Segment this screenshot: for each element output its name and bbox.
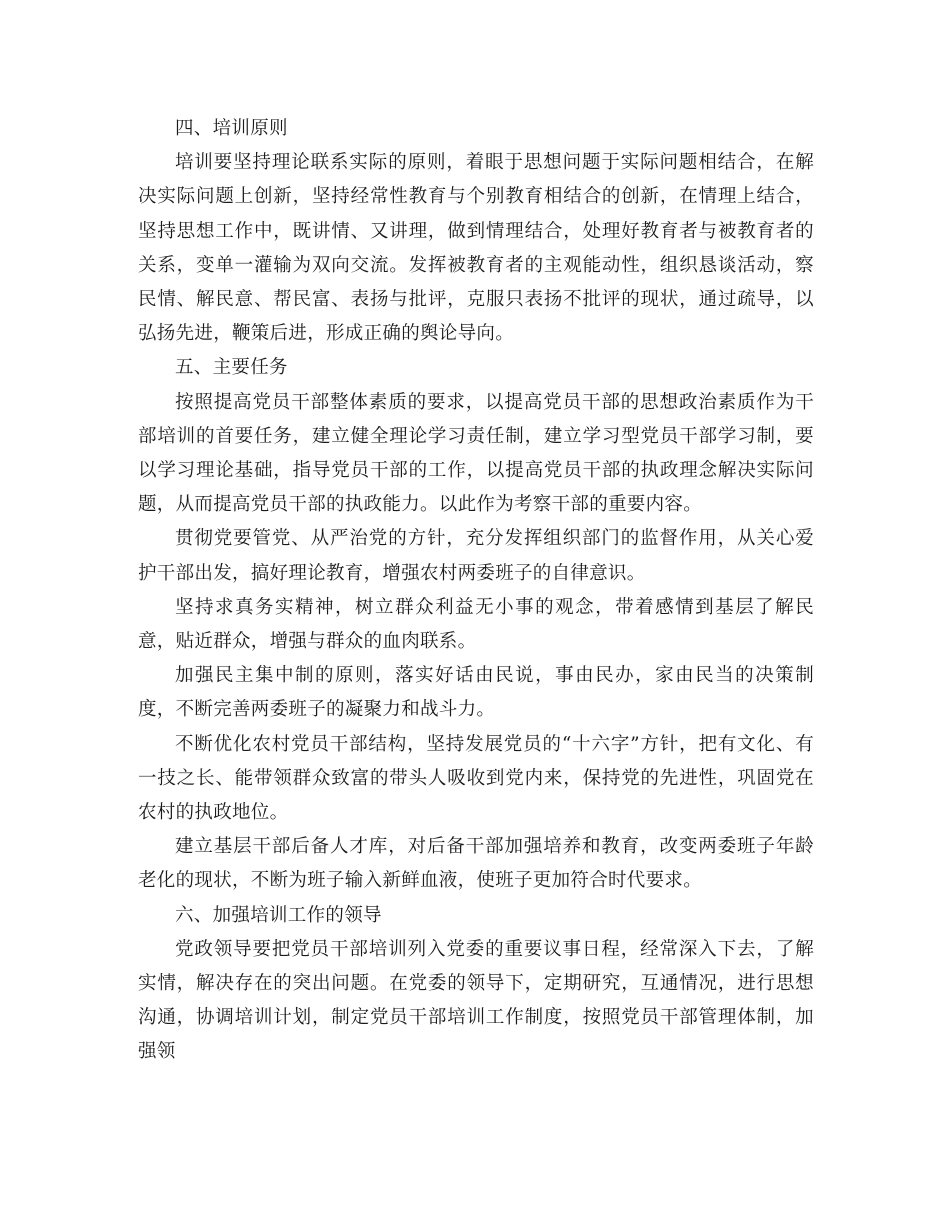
section-heading-training-principles: 四、培训原则 <box>175 118 288 139</box>
document-page <box>138 112 814 1070</box>
paragraph-main-tasks-5: 不断优化农村党员干部结构，坚持发展党员的“十六字”方针，把有文化、有一技之长、能带领群众致富的带头人吸收到党内来，保持党的先进性，巩固党在农村的执政地位。 <box>138 733 814 824</box>
paragraph-main-tasks-6: 建立基层干部后备人才库，对后备干部加强培养和教育，改变两委班子年龄老化的现状，不断为班子输入新鲜血液，使班子更加符合时代要求。 <box>138 836 814 892</box>
section-heading-leadership: 六、加强培训工作的领导 <box>175 904 382 926</box>
paragraph-main-tasks-4: 加强民主集中制的原则，落实好话由民说，事由民办，家由民当的决策制度，不断完善两委班子的凝聚力和战斗力。 <box>138 665 814 721</box>
paragraph-main-tasks-3: 坚持求真务实精神，树立群众利益无小事的观念，带着感情到基层了解民意，贴近群众，增强与群众的血肉联系。 <box>138 596 814 653</box>
paragraph-main-tasks-1: 按照提高党员干部整体素质的要求，以提高党员干部的思想政治素质作为干部培训的首要任务，建立健全理论学习责任制，建立学习型党员干部学习制，要以学习理论基础，指导党员干部的工作，以提高党员干部的执政理念解决实际问题，从而提高党员干部的执政能力。以此作为考察干部的重要内容。 <box>138 391 814 516</box>
paragraph-leadership: 党政领导要把党员干部培训列入党委的重要议事日程，经常深入下去，了解实情，解决存在的突出问题。在党委的领导下，定期研究，互通情况，进行思想沟通，协调培训计划，制定党员干部培训工作制度，按照党员干部管理体制，加强领 <box>138 938 814 1063</box>
paragraph-main-tasks-2: 贯彻党要管党、从严治党的方针，充分发挥组织部门的监督作用，从关心爱护干部出发，搞好理论教育，增强农村两委班子的自律意识。 <box>138 528 814 584</box>
section-heading-main-tasks: 五、主要任务 <box>175 357 288 379</box>
paragraph-training-principles: 培训要坚持理论联系实际的原则，着眼于思想问题于实际问题相结合，在解决实际问题上创新，坚持经常性教育与个别教育相结合的创新，在情理上结合，坚持思想工作中，既讲情、又讲理，做到情理结合，处理好教育者与被教育者的关系，变单一灌输为双向交流。发挥被教育者的主观能动性，组织恳谈活动，察民情、解民意、帮民富、表扬与批评，克服只表扬不批评的现状，通过疏导，以弘扬先进，鞭策后进，形成正确的舆论导向。 <box>138 152 814 345</box>
